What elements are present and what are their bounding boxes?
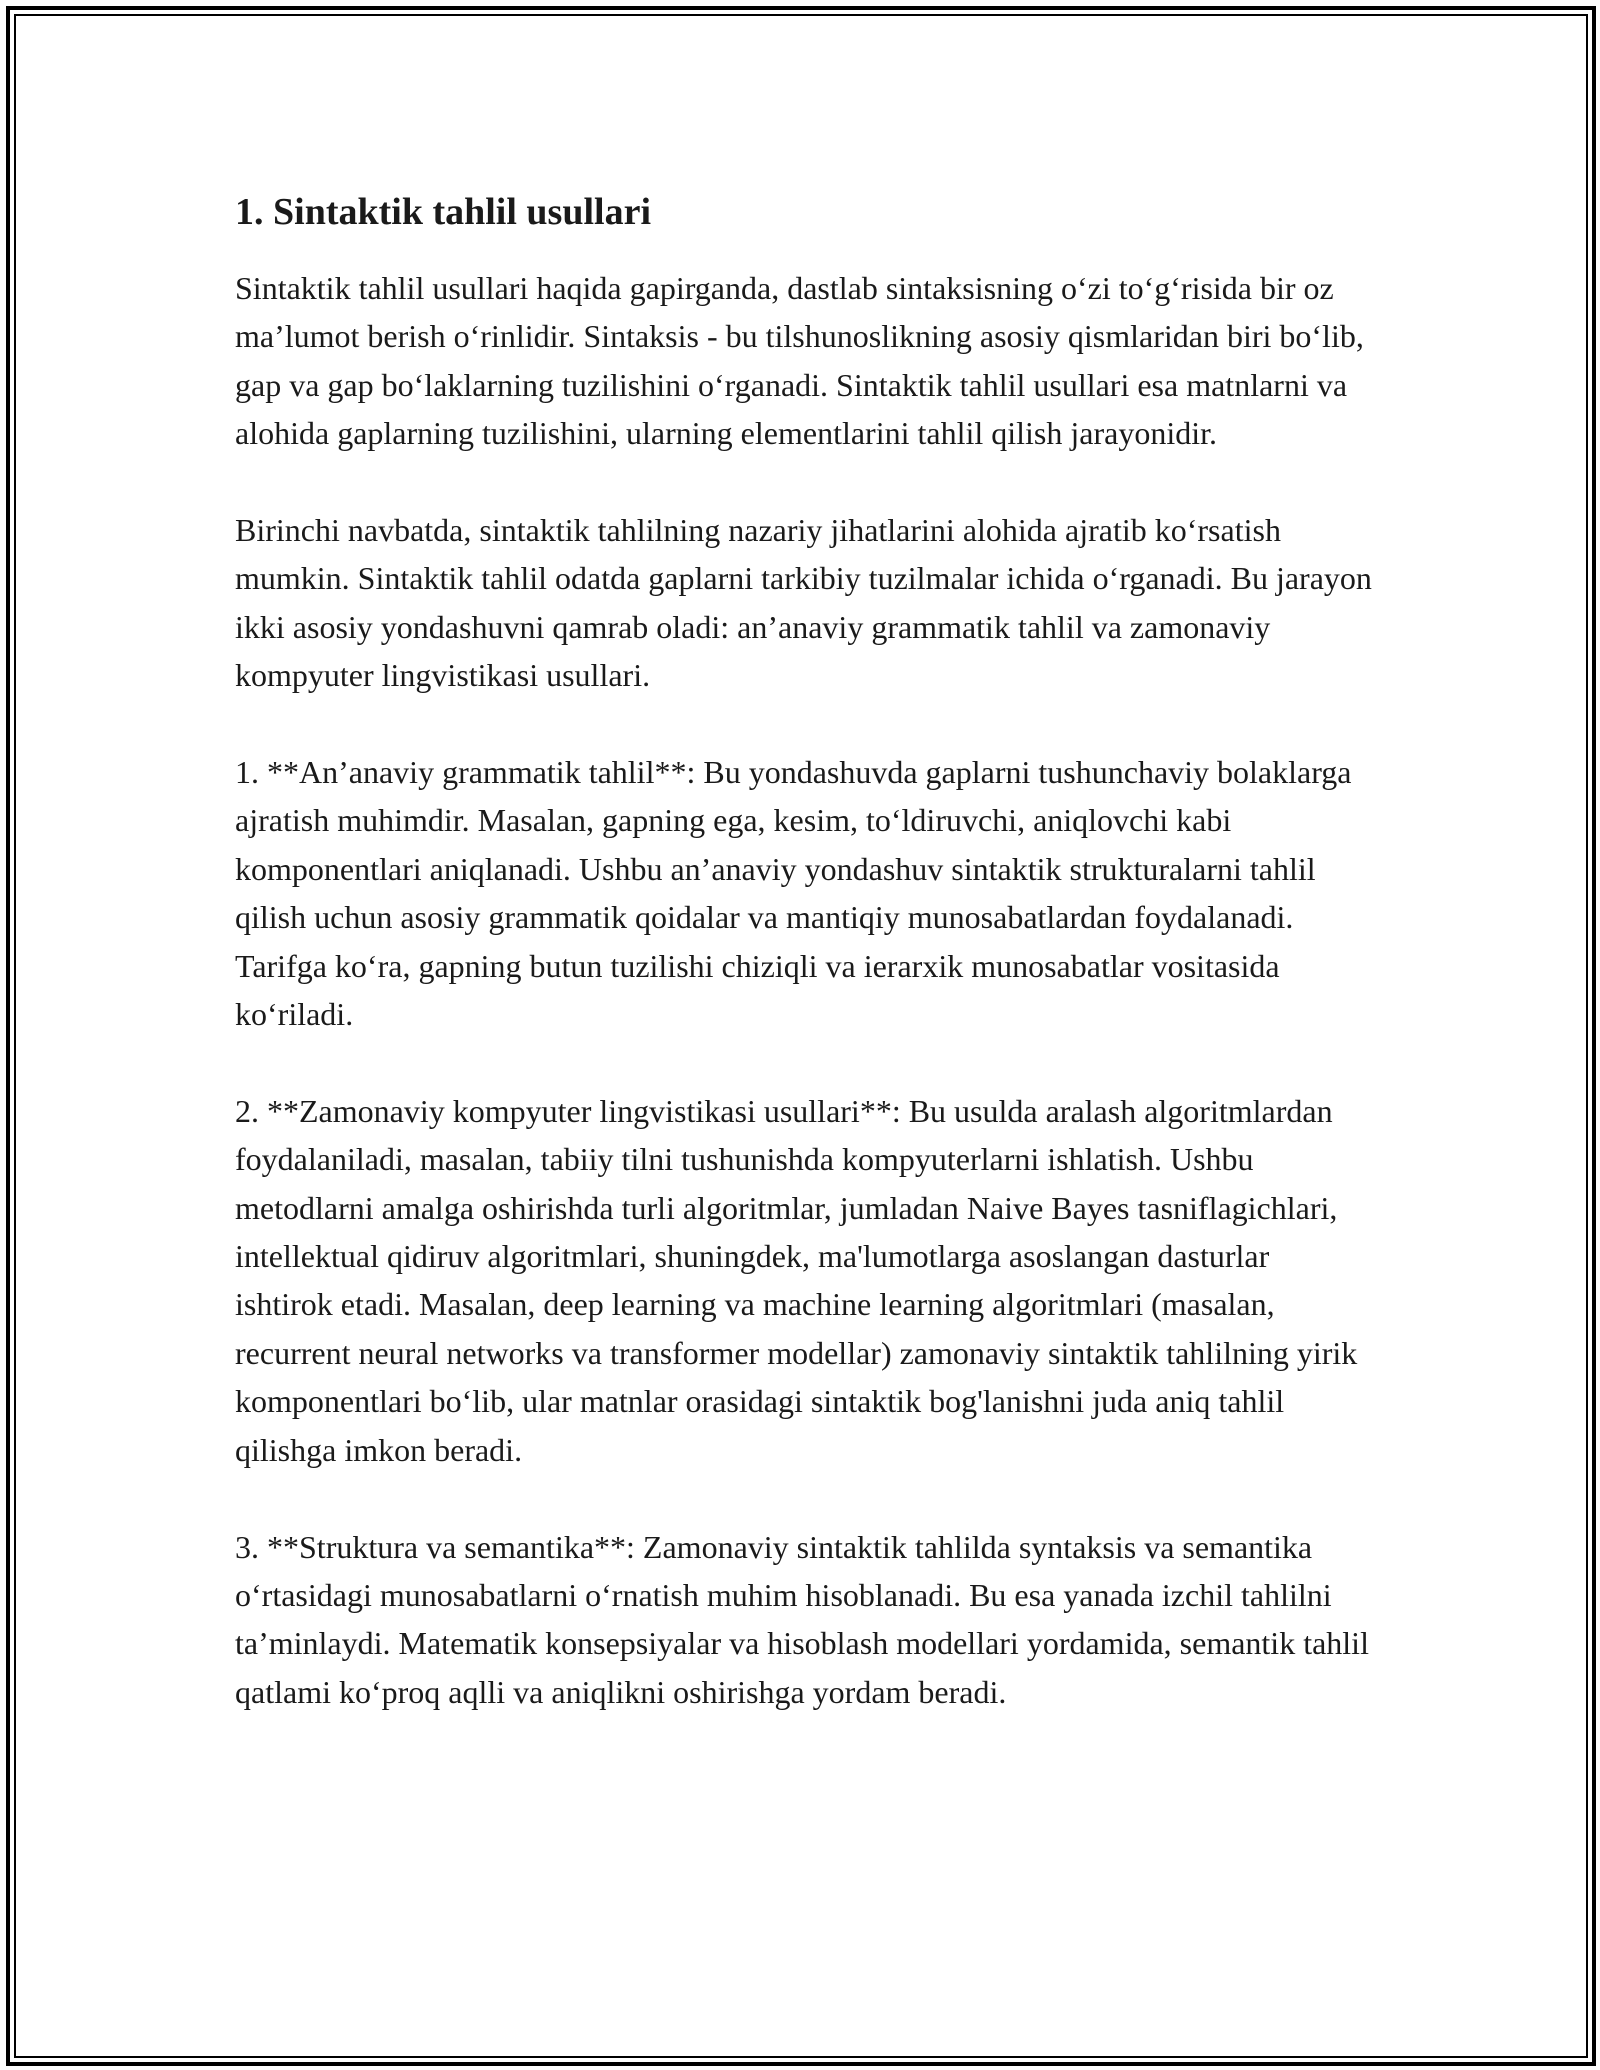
paragraph-computational-methods: 2. **Zamonaviy kompyuter lingvistikasi usullari**: Bu usulda aralash algoritmlardan foydalaniladi, masalan, tabiiy tilni tushunishda kompyuterlarni ishlatish. Ushbu metodlarni amalga oshirishda turli algoritmlar, jumladan Naive Bayes tasniflagichlari, intellektual qidiruv algoritmlari, shuningdek, ma'lumotlarga asoslangan dasturlar ishtirok etadi. Masalan, deep learning va machine learning algoritmlari (masalan, recurrent neural networks va transformer modellar) zamonaviy sintaktik tahlilning yirik komponentlari bo‘lib, ular matnlar orasidagi sintaktik bog'lanishni juda aniq tahlil qilishga imkon beradi. [235, 1092, 1358, 1468]
paragraph-overview: Birinchi navbatda, sintaktik tahlilning nazariy jihatlarini alohida ajratib ko‘rsatish mumkin. Sintaktik tahlil odatda gaplarni tarkibiy tuzilmalar ichida o‘rganadi. Bu jarayon ikki asosiy yondashuvni qamrab oladi: an’anaviy grammatik tahlil va zamonaviy kompyuter lingvistikasi usullari. [235, 512, 1372, 694]
paragraph-intro: Sintaktik tahlil usullari haqida gapirganda, dastlab sintaksisning o‘zi to‘g‘risida bir oz ma’lumot berish o‘rinlidir. Sintaksis - bu tilshunoslikning asosiy qismlaridan biri bo‘lib, gap va gap bo‘laklarning tuzilishini o‘rganadi. Sintaktik tahlil usullari esa matnlarni va alohida gaplarning tuzilishini, ularning elementlarini tahlil qilish jarayonidir. [235, 270, 1364, 452]
paragraph-traditional-analysis: 1. **An’anaviy grammatik tahlil**: Bu yondashuvda gaplarni tushunchaviy bolaklarga ajratish muhimdir. Masalan, gapning ega, kesim, to‘ldiruvchi, aniqlovchi kabi komponentlari aniqlanadi. Ushbu an’anaviy yondashuv sintaktik strukturalarni tahlil qilish uchun asosiy grammatik qoidalar va mantiqiy munosabatlardan foydalanadi. Tarifga ko‘ra, gapning butun tuzilishi chiziqli va ierarxik munosabatlar vositasida ko‘riladi. [235, 754, 1352, 1033]
section-heading: 1. Sintaktik tahlil usullari [235, 191, 652, 233]
document-body [235, 186, 1375, 1765]
paragraph-structure-semantics: 3. **Struktura va semantika**: Zamonaviy sintaktik tahlilda syntaksis va semantika o‘rtasidagi munosabatlarni o‘rnatish muhim hisoblanadi. Bu esa yanada izchil tahlilni ta’minlaydi. Matematik konsepsiyalar va hisoblash modellari yordamida, semantik tahlil qatlami ko‘proq aqlli va aniqlikni oshirishga yordam beradi. [235, 1528, 1369, 1710]
